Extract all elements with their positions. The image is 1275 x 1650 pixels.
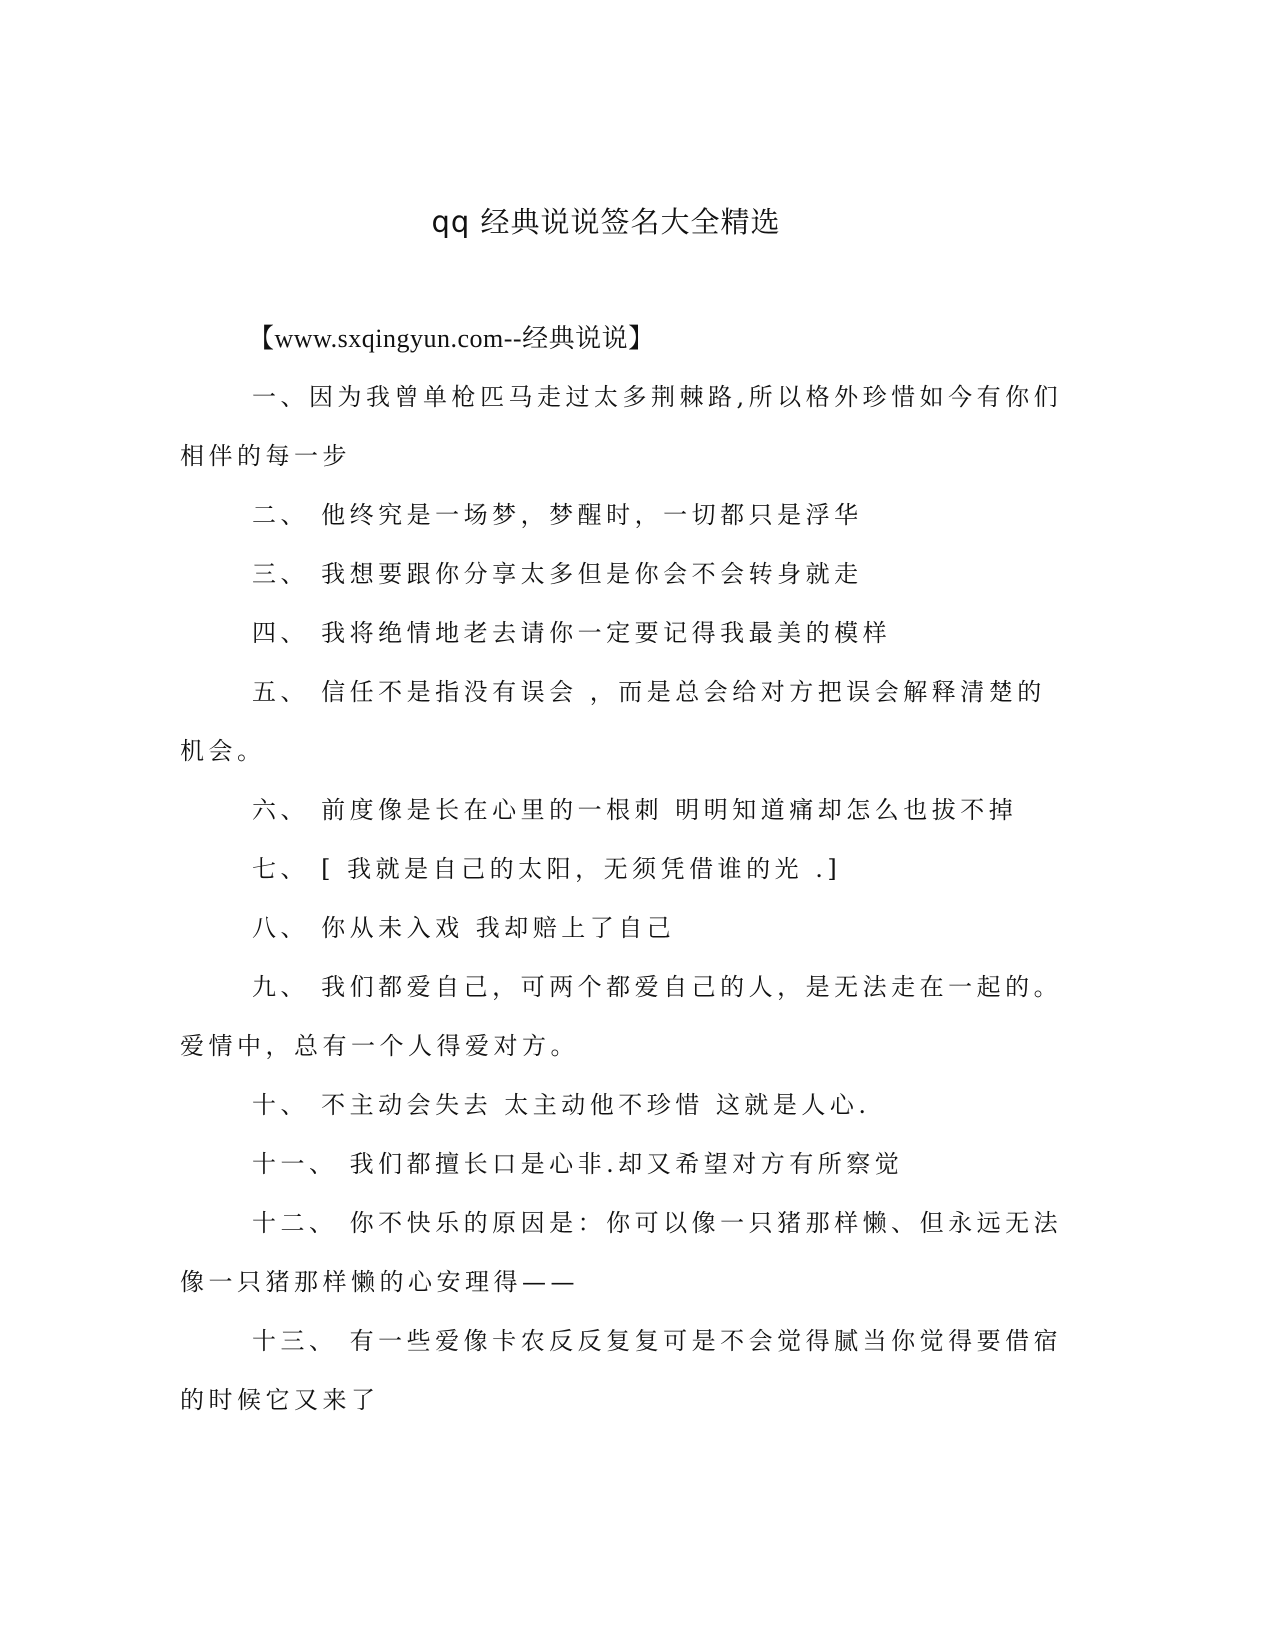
paragraph-line: 十二、 你不快乐的原因是：你可以像一只猪那样懒、但永远无法 [252, 1209, 1063, 1237]
paragraph [180, 1135, 1050, 1194]
paragraph [180, 840, 1050, 899]
paragraph-line: 九、 我们都爱自己，可两个都爱自己的人，是无法走在一起的。 [252, 973, 1063, 1001]
paragraph-line: 十一、 我们都擅长口是心非.却又希望对方有所察觉 [252, 1150, 904, 1178]
document-title: qq 经典说说签名大全精选 [431, 205, 781, 239]
paragraph [180, 781, 1050, 840]
paragraph-line: 的时候它又来了 [180, 1386, 380, 1414]
paragraph [180, 899, 1050, 958]
paragraph-line: 一、因为我曾单枪匹马走过太多荆棘路,所以格外珍惜如今有你们 [252, 383, 1063, 411]
paragraph [180, 545, 1050, 604]
paragraph [180, 1076, 1050, 1135]
paragraph-line: 机会。 [180, 737, 266, 765]
paragraph-list [180, 368, 1063, 1430]
paragraph-line: 五、 信任不是指没有误会 ，而是总会给对方把误会解释清楚的 [252, 678, 1046, 706]
paragraph-line: 八、 你从未入戏 我却赔上了自己 [252, 914, 676, 942]
source-line: 【www.sxqingyun.com--经典说说】 [248, 324, 655, 353]
paragraph [180, 1194, 1063, 1312]
paragraph [180, 1312, 1063, 1430]
paragraph [180, 663, 1050, 781]
paragraph [180, 604, 1050, 663]
paragraph-line: 十、 不主动会失去 太主动他不珍惜 这就是人心. [252, 1091, 871, 1119]
paragraph-line: 相伴的每一步 [180, 442, 351, 470]
paragraph [180, 368, 1063, 486]
paragraph-line: 像一只猪那样懒的心安理得—— [180, 1268, 579, 1296]
document-body [180, 309, 1063, 1430]
paragraph-line: 二、 他终究是一场梦，梦醒时，一切都只是浮华 [252, 501, 863, 529]
paragraph-line: 十三、 有一些爱像卡农反反复复可是不会觉得腻当你觉得要借宿 [252, 1327, 1063, 1355]
paragraph-line: 三、 我想要跟你分享太多但是你会不会转身就走 [252, 560, 863, 588]
paragraph-line: 六、 前度像是长在心里的一根刺 明明知道痛却怎么也拔不掉 [252, 796, 1018, 824]
paragraph [180, 958, 1063, 1076]
paragraph [180, 486, 1050, 545]
paragraph-line: 爱情中，总有一个人得爱对方。 [180, 1032, 579, 1060]
paragraph-line: 四、 我将绝情地老去请你一定要记得我最美的模样 [252, 619, 892, 647]
paragraph-line: 七、 [ 我就是自己的太阳，无须凭借谁的光 .] [252, 855, 842, 883]
